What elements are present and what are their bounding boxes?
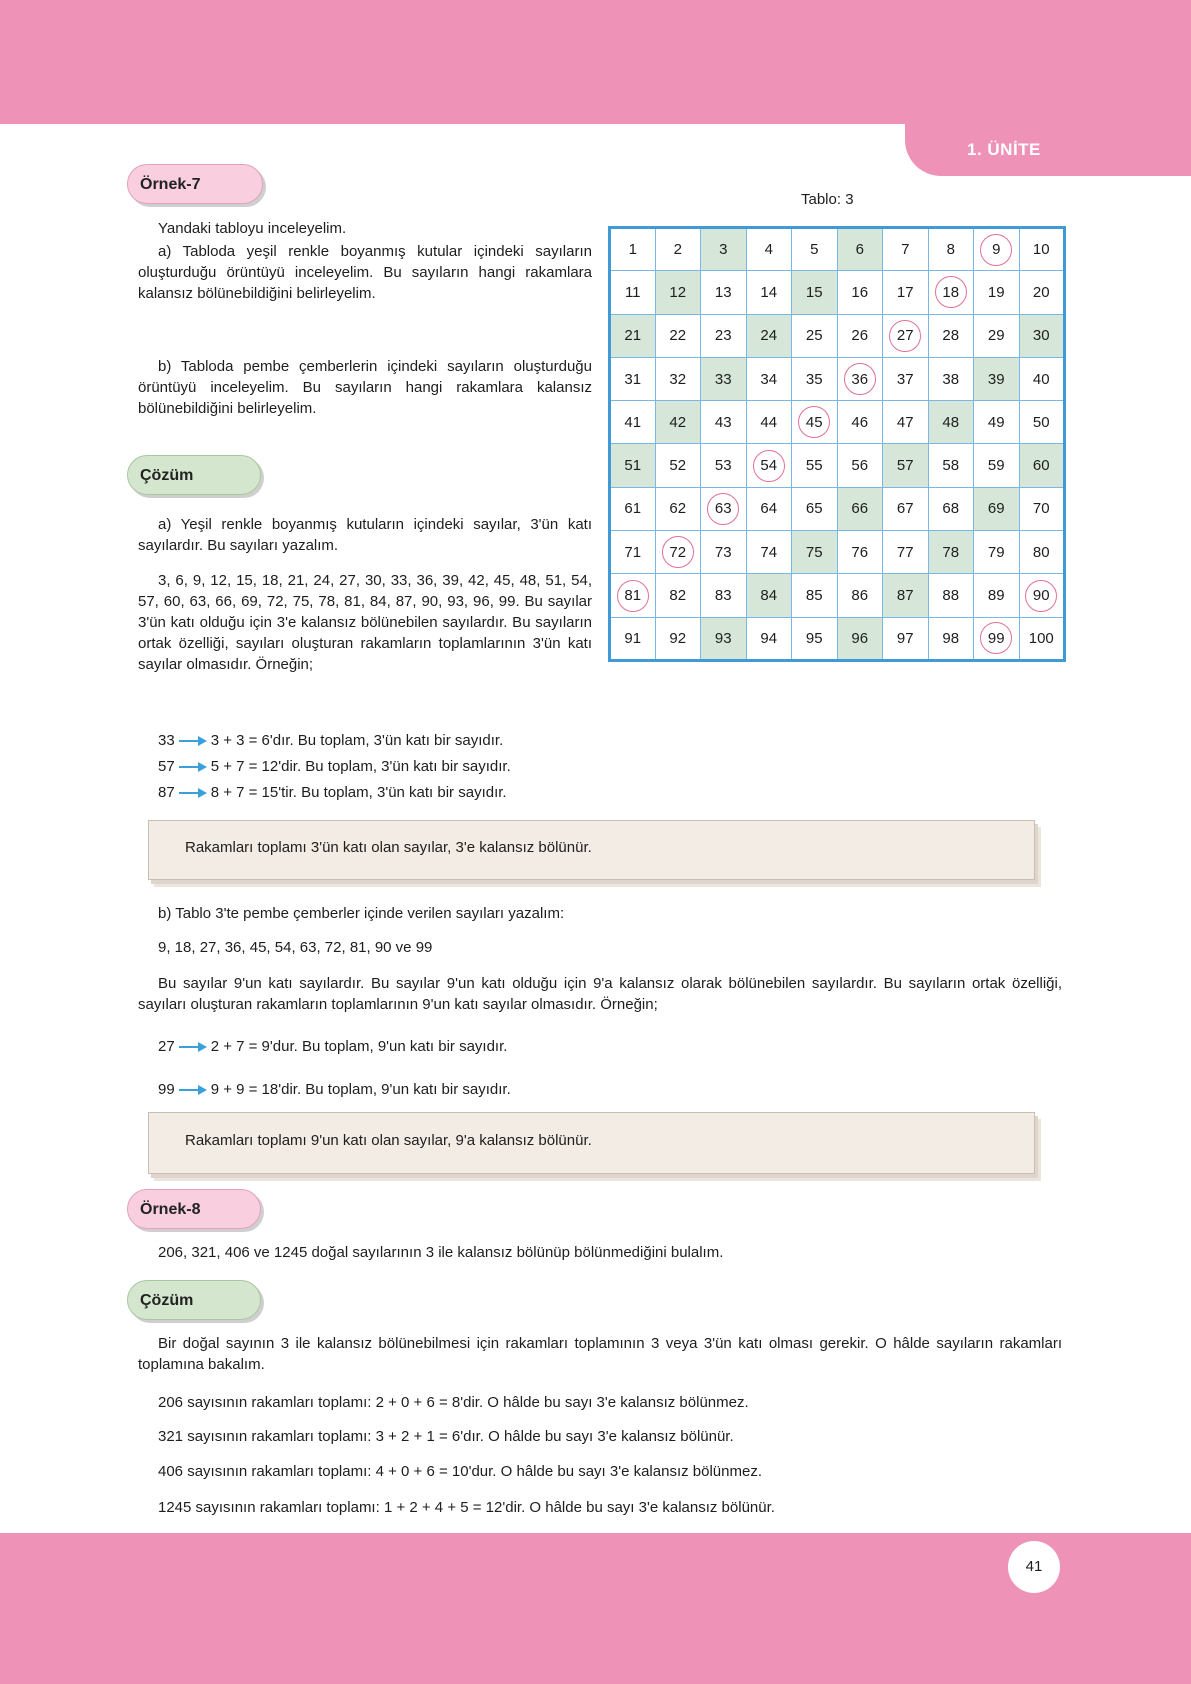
circle-marker: [844, 363, 876, 395]
solution-7-a-body: 3, 6, 9, 12, 15, 18, 21, 24, 27, 30, 33, 36, 39, 42, 45, 48, 51, 54, 57, 60, 63, 66, 69, 72, 75, 78, 81, 84, 87, 90, 93, 96, 99. Bu sayılar 3'ün katı olduğu için 3'e kalansız bölünebilen sayılardır. Bu sayıların ortak özelliği, sayıları oluşturan rakamların toplamlarının 3'ün katı sayılar olmasıdır. Örneğin;: [138, 572, 592, 673]
circle-marker: [1025, 580, 1057, 612]
table-cell: [1019, 357, 1065, 400]
cell-number: 57: [896, 457, 914, 475]
table-cell: [837, 531, 883, 574]
cell-number: 29: [987, 327, 1005, 345]
cell-number: 37: [896, 370, 914, 388]
cell-number: 54: [760, 457, 778, 475]
cell-number: 13: [714, 283, 732, 301]
table-cell: [746, 487, 792, 530]
cell-number: 90: [1032, 587, 1050, 605]
cell-number: 12: [669, 283, 687, 301]
example-7-part-a: a) Tabloda yeşil renkle boyanmış kutular içindeki sayıların oluşturduğu örüntüyü inceleyelim. Bu sayıların hangi rakamlara kalansız bölünebildiğini belirleyelim.: [138, 243, 592, 302]
table-title: Tablo: 3: [801, 191, 854, 208]
table-cell: [974, 357, 1020, 400]
cell-number: 91: [624, 629, 642, 647]
table-cell: [883, 574, 929, 617]
cell-number: 97: [896, 629, 914, 647]
arrow-icon: [179, 1085, 207, 1095]
cell-number: 59: [987, 457, 1005, 475]
table-cell: [928, 487, 974, 530]
table-cell: [655, 228, 701, 271]
cell-number: 21: [624, 327, 642, 345]
cell-number: 48: [942, 413, 960, 431]
table-cell: [610, 357, 656, 400]
table-cell: [928, 228, 974, 271]
solution-8-line-1245: 1245 sayısının rakamları toplamı: 1 + 2 + 4 + 5 = 12'dir. O hâlde bu sayı 3'e kalansız bölünür.: [158, 1499, 775, 1516]
cell-number: 36: [851, 370, 869, 388]
table-cell: [883, 531, 929, 574]
arrow-icon: [179, 736, 207, 746]
table-cell: [974, 444, 1020, 487]
table-cell: [974, 401, 1020, 444]
example-7-label: Örnek-7: [127, 164, 263, 204]
cell-number: 44: [760, 413, 778, 431]
table-cell: [883, 444, 929, 487]
cell-number: 85: [805, 587, 823, 605]
cell-number: 89: [987, 587, 1005, 605]
table-cell: [883, 357, 929, 400]
header-band: [0, 0, 1191, 124]
circle-marker: [980, 622, 1012, 654]
cell-number: 6: [855, 241, 864, 259]
table-cell: [974, 271, 1020, 314]
cell-number: 61: [624, 500, 642, 518]
arrow-icon: [179, 762, 207, 772]
table-cell: [974, 487, 1020, 530]
cell-number: 79: [987, 543, 1005, 561]
table-row: [610, 228, 1065, 271]
table-cell: [746, 444, 792, 487]
table-row: [610, 401, 1065, 444]
solution-7-b-intro: b) Tablo 3'te pembe çemberler içinde verilen sayıları yazalım:: [158, 905, 565, 922]
solution-8-label: Çözüm: [127, 1280, 261, 1320]
table-cell: [746, 357, 792, 400]
table-cell: [701, 228, 747, 271]
table-cell: [1019, 401, 1065, 444]
table-cell: [837, 357, 883, 400]
table-cell: [655, 487, 701, 530]
cell-number: 14: [760, 283, 778, 301]
cell-number: 62: [669, 500, 687, 518]
example-27-line: 27 2 + 7 = 9'dur. Bu toplam, 9'un katı bir sayıdır.: [158, 1038, 508, 1055]
table-cell: [610, 444, 656, 487]
table-cell: [1019, 574, 1065, 617]
cell-number: 71: [624, 543, 642, 561]
table-cell: [928, 531, 974, 574]
solution-7-b-list: 9, 18, 27, 36, 45, 54, 63, 72, 81, 90 ve 99: [158, 939, 433, 956]
table-cell: [701, 487, 747, 530]
solution-8-line-321: 321 sayısının rakamları toplamı: 3 + 2 + 1 = 6'dır. O hâlde bu sayı 3'e kalansız bölünür.: [158, 1428, 734, 1445]
rule-9-text: Rakamları toplamı 9'un katı olan sayılar, 9'a kalansız bölünür.: [185, 1132, 592, 1149]
table-cell: [837, 574, 883, 617]
cell-number: 76: [851, 543, 869, 561]
table-cell: [974, 228, 1020, 271]
cell-number: 58: [942, 457, 960, 475]
cell-number: 65: [805, 500, 823, 518]
solution-7-a-intro: a) Yeşil renkle boyanmış kutuların içindeki sayılar, 3'ün katı sayılardır. Bu sayıları yazalım.: [138, 516, 592, 554]
cell-number: 11: [624, 283, 641, 301]
table-cell: [746, 314, 792, 357]
cell-number: 2: [673, 241, 682, 259]
cell-number: 66: [851, 500, 869, 518]
table-row: [610, 314, 1065, 357]
table-cell: [883, 271, 929, 314]
table-cell: [701, 617, 747, 660]
table-cell: [701, 357, 747, 400]
cell-number: 33: [714, 370, 732, 388]
example-8-label: Örnek-8: [127, 1189, 261, 1229]
cell-number: 27: [896, 327, 914, 345]
circle-marker: [617, 580, 649, 612]
cell-number: 78: [942, 543, 960, 561]
circle-marker: [798, 406, 830, 438]
cell-number: 35: [805, 370, 823, 388]
table-cell: [746, 228, 792, 271]
table-cell: [610, 574, 656, 617]
cell-number: 32: [669, 370, 687, 388]
table-cell: [701, 401, 747, 444]
table-row: [610, 531, 1065, 574]
cell-number: 23: [714, 327, 732, 345]
cell-number: 68: [942, 500, 960, 518]
solution-8-line-206: 206 sayısının rakamları toplamı: 2 + 0 + 6 = 8'dir. O hâlde bu sayı 3'e kalansız bölünmez.: [158, 1394, 749, 1411]
cell-number: 3: [719, 241, 728, 259]
cell-number: 63: [714, 500, 732, 518]
cell-number: 100: [1028, 629, 1054, 647]
table-cell: [883, 617, 929, 660]
table-cell: [792, 531, 838, 574]
table-cell: [837, 271, 883, 314]
cell-number: 50: [1032, 413, 1050, 431]
table-row: [610, 574, 1065, 617]
cell-number: 87: [896, 587, 914, 605]
table-cell: [928, 574, 974, 617]
cell-number: 47: [896, 413, 914, 431]
cell-number: 88: [942, 587, 960, 605]
table-cell: [746, 271, 792, 314]
cell-number: 25: [805, 327, 823, 345]
cell-number: 49: [987, 413, 1005, 431]
table-cell: [928, 314, 974, 357]
table-cell: [792, 574, 838, 617]
table-cell: [883, 401, 929, 444]
table-cell: [746, 574, 792, 617]
table-cell: [928, 617, 974, 660]
table-cell: [655, 271, 701, 314]
cell-number: 56: [851, 457, 869, 475]
example-8-question: 206, 321, 406 ve 1245 doğal sayılarının 3 ile kalansız bölünüp bölünmediğini bulalım.: [158, 1244, 724, 1261]
circle-marker: [980, 234, 1012, 266]
cell-number: 4: [764, 241, 773, 259]
table-cell: [1019, 444, 1065, 487]
table-cell: [610, 617, 656, 660]
table-cell: [974, 617, 1020, 660]
cell-number: 5: [810, 241, 819, 259]
table-cell: [701, 271, 747, 314]
cell-number: 1: [628, 241, 637, 259]
example-57-line: 57 5 + 7 = 12'dir. Bu toplam, 3'ün katı bir sayıdır.: [158, 758, 511, 775]
table-cell: [928, 444, 974, 487]
table-cell: [610, 401, 656, 444]
table-cell: [610, 271, 656, 314]
table-cell: [655, 357, 701, 400]
table-cell: [746, 531, 792, 574]
cell-number: 51: [624, 457, 642, 475]
cell-number: 96: [851, 629, 869, 647]
cell-number: 41: [624, 413, 642, 431]
cell-number: 39: [987, 370, 1005, 388]
table-row: [610, 271, 1065, 314]
table-cell: [610, 314, 656, 357]
cell-number: 60: [1032, 457, 1050, 475]
table-cell: [701, 444, 747, 487]
cell-number: 55: [805, 457, 823, 475]
table-cell: [655, 574, 701, 617]
cell-number: 43: [714, 413, 732, 431]
table-cell: [837, 228, 883, 271]
table-cell: [792, 487, 838, 530]
circle-marker: [935, 276, 967, 308]
table-cell: [610, 487, 656, 530]
cell-number: 38: [942, 370, 960, 388]
table-cell: [792, 314, 838, 357]
table-cell: [837, 401, 883, 444]
example-99-line: 99 9 + 9 = 18'dir. Bu toplam, 9'un katı bir sayıdır.: [158, 1081, 511, 1098]
table-cell: [883, 228, 929, 271]
cell-number: 17: [896, 283, 914, 301]
table-cell: [655, 314, 701, 357]
table-cell: [610, 531, 656, 574]
cell-number: 82: [669, 587, 687, 605]
table-cell: [1019, 228, 1065, 271]
cell-number: 20: [1032, 283, 1050, 301]
table-cell: [928, 357, 974, 400]
cell-number: 30: [1032, 327, 1050, 345]
rule-box-3: [148, 820, 1035, 880]
table-cell: [837, 444, 883, 487]
cell-number: 10: [1032, 241, 1050, 259]
table-cell: [883, 487, 929, 530]
table-cell: [974, 531, 1020, 574]
cell-number: 77: [896, 543, 914, 561]
table-row: [610, 487, 1065, 530]
cell-number: 16: [851, 283, 869, 301]
table-cell: [928, 271, 974, 314]
table-cell: [746, 617, 792, 660]
table-cell: [837, 487, 883, 530]
table-cell: [655, 617, 701, 660]
circle-marker: [662, 536, 694, 568]
cell-number: 46: [851, 413, 869, 431]
cell-number: 9: [992, 241, 1001, 259]
page-number: 41: [1008, 1541, 1060, 1593]
table-row: [610, 357, 1065, 400]
table-cell: [1019, 271, 1065, 314]
cell-number: 92: [669, 629, 687, 647]
table-cell: [792, 357, 838, 400]
table-cell: [974, 314, 1020, 357]
circle-marker: [753, 450, 785, 482]
table-cell: [837, 314, 883, 357]
cell-number: 93: [714, 629, 732, 647]
table-cell: [1019, 487, 1065, 530]
table-cell: [792, 401, 838, 444]
cell-number: 42: [669, 413, 687, 431]
number-table: [608, 226, 1066, 662]
cell-number: 34: [760, 370, 778, 388]
table-cell: [974, 574, 1020, 617]
cell-number: 72: [669, 543, 687, 561]
table-cell: [837, 617, 883, 660]
table-cell: [792, 271, 838, 314]
table-cell: [792, 444, 838, 487]
cell-number: 28: [942, 327, 960, 345]
table-cell: [655, 401, 701, 444]
table-row: [610, 444, 1065, 487]
cell-number: 81: [624, 587, 642, 605]
cell-number: 74: [760, 543, 778, 561]
cell-number: 7: [901, 241, 910, 259]
table-cell: [1019, 531, 1065, 574]
cell-number: 70: [1032, 500, 1050, 518]
arrow-icon: [179, 788, 207, 798]
table-cell: [928, 401, 974, 444]
cell-number: 73: [714, 543, 732, 561]
cell-number: 83: [714, 587, 732, 605]
example-7-intro: Yandaki tabloyu inceleyelim.: [158, 220, 347, 237]
cell-number: 94: [760, 629, 778, 647]
table-cell: [1019, 617, 1065, 660]
table-cell: [655, 444, 701, 487]
cell-number: 22: [669, 327, 687, 345]
table-cell: [1019, 314, 1065, 357]
rule-box-9: [148, 1112, 1035, 1174]
cell-number: 52: [669, 457, 687, 475]
cell-number: 80: [1032, 543, 1050, 561]
cell-number: 45: [805, 413, 823, 431]
cell-number: 69: [987, 500, 1005, 518]
cell-number: 19: [987, 283, 1005, 301]
table-row: [610, 617, 1065, 660]
arrow-icon: [179, 1042, 207, 1052]
cell-number: 15: [805, 283, 823, 301]
table-cell: [701, 531, 747, 574]
table-cell: [883, 314, 929, 357]
cell-number: 53: [714, 457, 732, 475]
cell-number: 40: [1032, 370, 1050, 388]
unit-label: 1. ÜNİTE: [967, 140, 1041, 159]
table-cell: [701, 574, 747, 617]
table-cell: [610, 228, 656, 271]
solution-7-b-body: Bu sayılar 9'un katı sayılardır. Bu sayılar 9'un katı olduğu için 9'a kalansız olarak bölünebilen sayılardır. Bu sayıların ortak özelliği, sayıları oluşturan rakamların toplamlarının 9'un katı sayılar olmasıdır. Örneğin;: [138, 975, 1062, 1013]
cell-number: 99: [987, 629, 1005, 647]
cell-number: 8: [946, 241, 955, 259]
cell-number: 64: [760, 500, 778, 518]
cell-number: 98: [942, 629, 960, 647]
cell-number: 67: [896, 500, 914, 518]
cell-number: 24: [760, 327, 778, 345]
cell-number: 95: [805, 629, 823, 647]
example-87-line: 87 8 + 7 = 15'tir. Bu toplam, 3'ün katı bir sayıdır.: [158, 784, 507, 801]
table-cell: [792, 617, 838, 660]
cell-number: 18: [942, 283, 960, 301]
cell-number: 86: [851, 587, 869, 605]
cell-number: 31: [624, 370, 642, 388]
solution-8-line-406: 406 sayısının rakamları toplamı: 4 + 0 + 6 = 10'dur. O hâlde bu sayı 3'e kalansız bölünmez.: [158, 1463, 762, 1480]
circle-marker: [707, 493, 739, 525]
rule-3-text: Rakamları toplamı 3'ün katı olan sayılar, 3'e kalansız bölünür.: [185, 839, 592, 856]
unit-tab: [905, 124, 1191, 176]
table-cell: [655, 531, 701, 574]
solution-8-intro: Bir doğal sayının 3 ile kalansız bölünebilmesi için rakamları toplamının 3 veya 3'ün katı olması gerekir. O hâlde sayıların rakamları toplamına bakalım.: [138, 1335, 1062, 1373]
cell-number: 75: [805, 543, 823, 561]
example-7-part-b: b) Tabloda pembe çemberlerin içindeki sayıların oluşturduğu örüntüyü inceleyelim. Bu sayıların hangi rakamlara kalansız bölünebildiğini belirleyelim.: [138, 358, 592, 417]
cell-number: 26: [851, 327, 869, 345]
circle-marker: [889, 320, 921, 352]
table-cell: [792, 228, 838, 271]
solution-7-label: Çözüm: [127, 455, 261, 495]
table-cell: [746, 401, 792, 444]
cell-number: 84: [760, 587, 778, 605]
table-cell: [701, 314, 747, 357]
example-33-line: 33 3 + 3 = 6'dır. Bu toplam, 3'ün katı bir sayıdır.: [158, 732, 504, 749]
